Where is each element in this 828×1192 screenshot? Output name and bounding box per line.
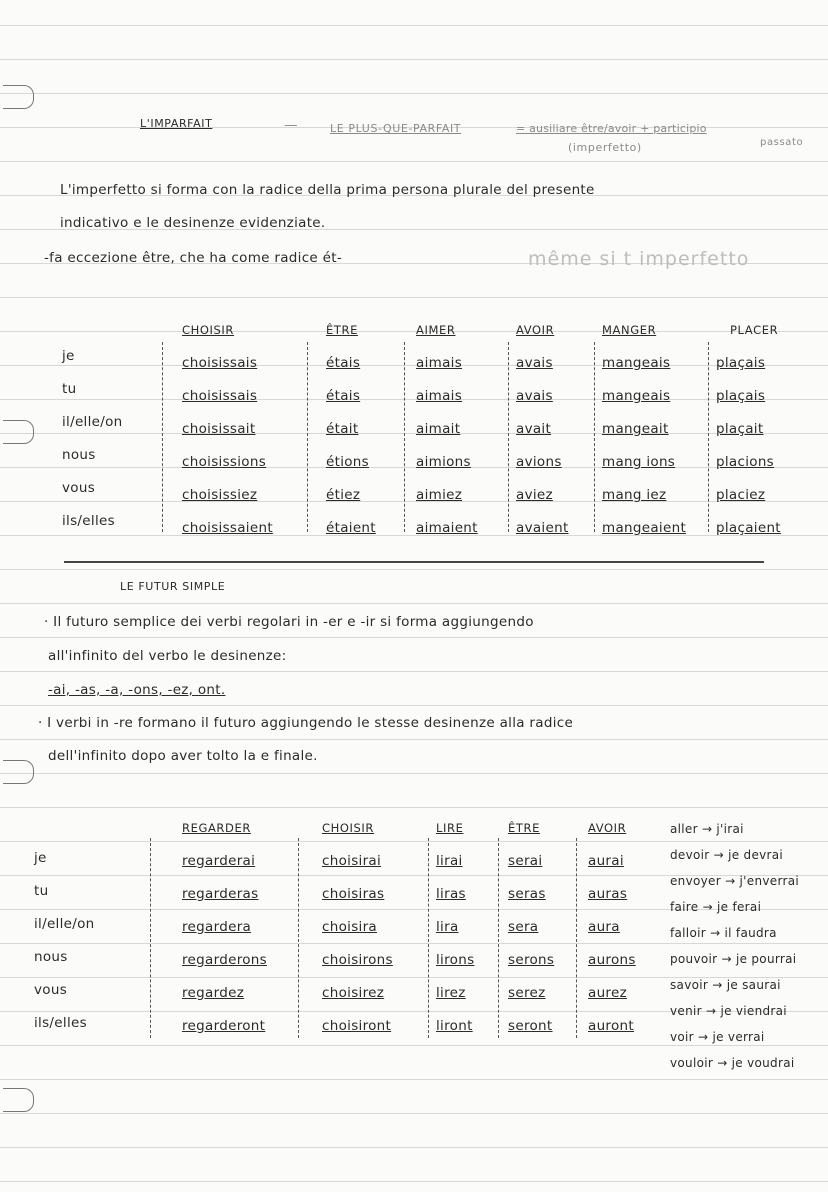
title-dash: —	[284, 117, 298, 133]
verb-form: lira	[436, 919, 459, 935]
pronoun: vous	[62, 480, 96, 496]
verb-form: seras	[508, 886, 546, 902]
verb-form: lirons	[436, 952, 475, 968]
irregular-item: savoir → je saurai	[670, 978, 781, 992]
verb-form: avait	[516, 421, 552, 437]
verb-form: mang ions	[602, 454, 676, 470]
verb-form: liront	[436, 1018, 473, 1034]
verb-form: choisirez	[322, 985, 385, 1001]
pronoun: tu	[34, 883, 49, 899]
futur-verb-choisir	[322, 812, 393, 1043]
pqp-title: LE PLUS-QUE-PARFAIT	[330, 122, 462, 135]
verb-form: regarderai	[182, 853, 256, 869]
verb-form: lirez	[436, 985, 466, 1001]
pronoun: je	[34, 850, 47, 866]
pronoun: nous	[34, 949, 68, 965]
verb-form: regarderons	[182, 952, 267, 968]
verb-form: mangeais	[602, 355, 671, 371]
irregular-item: pouvoir → je pourrai	[670, 952, 797, 966]
verb-form: sera	[508, 919, 539, 935]
imparfait-verb-avoir	[516, 314, 569, 545]
verb-form: mangeaient	[602, 520, 687, 536]
imparfait-title: L'IMPARFAIT	[140, 117, 213, 130]
irregular-item: envoyer → j'enverrai	[670, 874, 799, 888]
pqp-note-imperfetto: (imperfetto)	[568, 141, 642, 154]
verb-form: choisira	[322, 919, 377, 935]
futur-rule1-line1: · Il futuro semplice dei verbi regolari in -er e -ir si forma aggiungendo	[44, 614, 534, 630]
futur-verb-avoir	[588, 812, 636, 1043]
verb-form: auront	[588, 1018, 634, 1034]
verb-form: serons	[508, 952, 555, 968]
verb-form: étaient	[326, 520, 376, 536]
verb-form: lirai	[436, 853, 463, 869]
verb-form: aurons	[588, 952, 636, 968]
verb-form: mangeais	[602, 388, 671, 404]
verb-form: regardera	[182, 919, 252, 935]
margin-mark-icon	[3, 85, 34, 109]
verb-form: regarderont	[182, 1018, 266, 1034]
verb-heading: ÊTRE	[326, 323, 358, 337]
irregular-item: vouloir → je voudrai	[670, 1056, 795, 1070]
pronoun: je	[62, 348, 75, 364]
verb-form: mang iez	[602, 487, 667, 503]
verb-form: choisissions	[182, 454, 267, 470]
futur-title: LE FUTUR SIMPLE	[120, 580, 226, 593]
verb-form: serez	[508, 985, 546, 1001]
verb-form: auras	[588, 886, 628, 902]
verb-form: aura	[588, 919, 620, 935]
margin-mark-icon	[3, 420, 34, 444]
verb-form: placions	[716, 454, 775, 470]
pronoun: tu	[62, 381, 77, 397]
verb-form: choisissiez	[182, 487, 258, 503]
margin-mark-icon	[3, 760, 34, 784]
imparfait-rule-line1: L'imperfetto si forma con la radice della prima persona plurale del presente	[60, 182, 595, 198]
verb-form: étais	[326, 355, 361, 371]
verb-form: plaçais	[716, 388, 766, 404]
verb-form: regardez	[182, 985, 245, 1001]
irregular-item: faire → je ferai	[670, 900, 762, 914]
imparfait-verb-placer	[716, 314, 781, 545]
verb-heading: PLACER	[730, 323, 779, 337]
verb-form: aviez	[516, 487, 553, 503]
faint-note: même si t imperfetto	[528, 248, 750, 270]
verb-form: choisissaient	[182, 520, 273, 536]
margin-mark-icon	[3, 1088, 34, 1112]
verb-form: choisissais	[182, 355, 258, 371]
verb-form: plaçais	[716, 355, 766, 371]
imparfait-verb-manger	[602, 314, 686, 545]
verb-form: avaient	[516, 520, 569, 536]
imparfait-rule-line2: indicativo e le desinenze evidenziate.	[60, 215, 326, 231]
verb-form: plaçaient	[716, 520, 781, 536]
verb-heading: AVOIR	[516, 323, 555, 337]
verb-form: placiez	[716, 487, 766, 503]
futur-pronouns	[34, 842, 95, 1040]
imparfait-exception: -fa eccezione être, che ha come radice ét-	[44, 250, 342, 266]
verb-form: choisirons	[322, 952, 393, 968]
futur-endings: -ai, -as, -a, -ons, -ez, ont.	[48, 682, 226, 698]
section-divider	[64, 561, 764, 563]
irregular-item: devoir → je devrai	[670, 848, 784, 862]
verb-form: étiez	[326, 487, 361, 503]
irregular-futures	[670, 816, 799, 1076]
verb-heading: AVOIR	[588, 821, 627, 835]
verb-form: choisissait	[182, 421, 256, 437]
verb-form: avais	[516, 355, 553, 371]
futur-rule1-line2: all'infinito del verbo le desinenze:	[48, 648, 287, 664]
verb-heading: CHOISIR	[182, 323, 235, 337]
verb-form: aurai	[588, 853, 624, 869]
verb-form: aimions	[416, 454, 471, 470]
futur-rule2-line1: · I verbi in -re formano il futuro aggiungendo le stesse desinenze alla radice	[38, 715, 574, 731]
futur-verb-regarder	[182, 812, 267, 1043]
verb-form: aurez	[588, 985, 627, 1001]
futur-verb-etre	[508, 812, 554, 1043]
irregular-item: aller → j'irai	[670, 822, 744, 836]
verb-form: regarderas	[182, 886, 259, 902]
verb-form: avions	[516, 454, 562, 470]
futur-rule2-line2: dell'infinito dopo aver tolto la e finale.	[48, 748, 318, 764]
pqp-definition: = ausiliare être/avoir + participio	[516, 122, 707, 135]
verb-form: mangeait	[602, 421, 669, 437]
verb-form: aimaient	[416, 520, 478, 536]
imparfait-verb-aimer	[416, 314, 478, 545]
verb-form: aimais	[416, 355, 463, 371]
verb-form: aimait	[416, 421, 461, 437]
imparfait-verb-etre	[326, 314, 376, 545]
pqp-note-passato: passato	[760, 137, 804, 148]
verb-heading: LIRE	[436, 821, 464, 835]
verb-form: plaçait	[716, 421, 764, 437]
verb-form: étais	[326, 388, 361, 404]
verb-form: étions	[326, 454, 369, 470]
verb-form: liras	[436, 886, 466, 902]
verb-form: était	[326, 421, 359, 437]
verb-form: choisiras	[322, 886, 385, 902]
irregular-item: venir → je viendrai	[670, 1004, 787, 1018]
verb-heading: REGARDER	[182, 821, 251, 835]
pronoun: ils/elles	[34, 1015, 87, 1031]
verb-form: avais	[516, 388, 553, 404]
verb-form: choisirai	[322, 853, 382, 869]
verb-form: aimais	[416, 388, 463, 404]
irregular-item: falloir → il faudra	[670, 926, 777, 940]
verb-heading: MANGER	[602, 323, 657, 337]
verb-heading: AIMER	[416, 323, 456, 337]
irregular-item: voir → je verrai	[670, 1030, 765, 1044]
verb-heading: ÊTRE	[508, 821, 540, 835]
pronoun: vous	[34, 982, 68, 998]
futur-verb-lire	[436, 812, 474, 1043]
verb-form: seront	[508, 1018, 553, 1034]
verb-form: serai	[508, 853, 543, 869]
pronoun: il/elle/on	[34, 916, 95, 932]
imparfait-pronouns	[62, 340, 123, 538]
imparfait-verb-choisir	[182, 314, 273, 545]
pronoun: il/elle/on	[62, 414, 123, 430]
pronoun: nous	[62, 447, 96, 463]
verb-heading: CHOISIR	[322, 821, 375, 835]
pronoun: ils/elles	[62, 513, 115, 529]
verb-form: choisiront	[322, 1018, 392, 1034]
verb-form: aimiez	[416, 487, 463, 503]
verb-form: choisissais	[182, 388, 258, 404]
